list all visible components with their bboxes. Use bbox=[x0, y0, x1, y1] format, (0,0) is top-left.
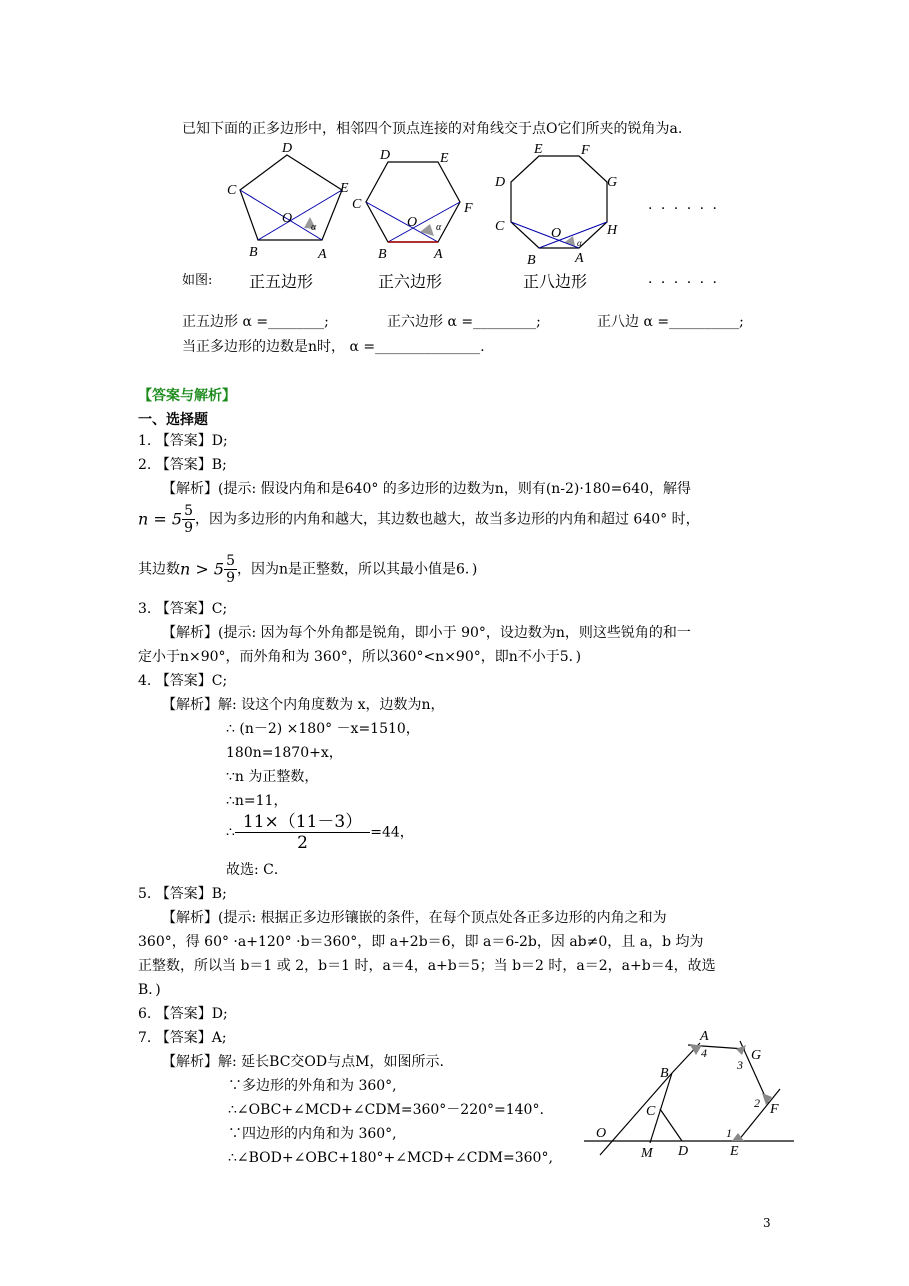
hexagon-label-B: B bbox=[378, 247, 387, 262]
frac-num-2: 5 bbox=[226, 553, 235, 569]
pentagon-label-B: B bbox=[249, 245, 258, 260]
blank-n-gon: 当正多边形的边数是n时， α =_______________. bbox=[182, 339, 485, 355]
q7-label-A: A bbox=[700, 1029, 709, 1044]
q2-explanation-2 bbox=[138, 503, 700, 536]
hexagon-label-C: C bbox=[352, 197, 362, 212]
q7-label-1: 1 bbox=[726, 1126, 732, 1140]
q7-answer: 7. 【答案】A; bbox=[138, 1030, 227, 1046]
q6-answer: 6. 【答案】D; bbox=[138, 1006, 228, 1022]
octagon-label-O: O bbox=[551, 226, 562, 241]
q2-explanation-1: 【解析】(提示: 假设内角和是640° 的多边形的边数为n，则有(n-2)·180=640，解得 bbox=[162, 481, 692, 497]
q2-fraction-1 bbox=[182, 503, 195, 536]
q4-line-5: ∴n=11， bbox=[226, 793, 288, 809]
hexagon-label-A: A bbox=[434, 247, 443, 262]
q7-label-D: D bbox=[678, 1144, 689, 1159]
q7-line-5: ∴∠BOD+∠OBC+180°+∠MCD+∠CDM=360°, bbox=[228, 1150, 553, 1166]
hexagon-label-O: O bbox=[407, 215, 418, 230]
q7-label-B: B bbox=[660, 1066, 669, 1081]
octagon-label-E: E bbox=[534, 142, 543, 157]
section-title: 一、选择题 bbox=[138, 412, 208, 428]
q7-label-G: G bbox=[751, 1048, 762, 1063]
q7-label-E: E bbox=[730, 1144, 739, 1159]
q7-figure bbox=[580, 1025, 800, 1165]
pentagon-label-A: A bbox=[318, 247, 327, 262]
q4-line-3: 180n=1870+x， bbox=[226, 745, 343, 761]
octagon-label-G: G bbox=[607, 175, 618, 190]
q5-answer: 5. 【答案】B; bbox=[138, 886, 227, 902]
q2-expl-3-text: ，因为n是正整数，所以其最小值是6．) bbox=[236, 561, 478, 578]
q7-line-3: ∴∠OBC+∠MCD+∠CDM=360°－220°=140°. bbox=[228, 1102, 544, 1118]
q4-result: =44， bbox=[370, 824, 414, 841]
pentagon-label-C: C bbox=[227, 183, 237, 198]
hexagon-label-E: E bbox=[440, 151, 449, 166]
pentagon-caption: 正五边形 bbox=[249, 272, 314, 291]
ellipsis-bottom: · · · · · · bbox=[648, 275, 719, 291]
octagon-alpha: α bbox=[577, 238, 582, 248]
q7-label-2: 2 bbox=[754, 1096, 760, 1110]
caption-prefix: 如图: bbox=[182, 273, 213, 288]
q7-label-C: C bbox=[646, 1104, 656, 1119]
q7-label-O: O bbox=[596, 1126, 607, 1141]
frac-den: 9 bbox=[184, 520, 193, 536]
q4-fraction bbox=[235, 812, 370, 853]
hexagon-label-F: F bbox=[464, 201, 473, 216]
q3-explanation-2: 定小于n×90°，而外角和为 360°，所以360°<n×90°，即n不小于5．) bbox=[138, 649, 582, 665]
octagon-label-B: B bbox=[527, 253, 536, 268]
octagon-figure bbox=[494, 142, 618, 268]
q5-explanation-3: 正整数，所以当 b＝1 或 2，b＝1 时，a＝4，a+b＝5；当 b＝2 时，a＝2，a+b＝4，故选 bbox=[138, 958, 716, 974]
q7-label-M: M bbox=[641, 1146, 653, 1161]
q2-answer: 2. 【答案】B; bbox=[138, 457, 227, 473]
q5-explanation-2: 360°，得 60° ·a+120° ·b＝360°，即 a+2b＝6，即 a＝6-2b，因 ab≠0，且 a，b 均为 bbox=[138, 934, 704, 950]
q4-frac-den: 2 bbox=[297, 833, 308, 853]
q2-expl-3-prefix: 其边数 bbox=[138, 561, 180, 578]
octagon-label-H: H bbox=[607, 223, 618, 238]
ellipsis-top: · · · · · · bbox=[648, 201, 719, 217]
octagon-label-A: A bbox=[575, 251, 584, 266]
pentagon-figure bbox=[227, 141, 349, 262]
octagon-label-F: F bbox=[581, 143, 590, 158]
hexagon-figure bbox=[352, 148, 473, 262]
pentagon-label-E: E bbox=[340, 181, 349, 196]
q7-explanation-1: 【解析】解: 延长BC交OD与点M，如图所示. bbox=[162, 1054, 444, 1070]
q4-answer: 4. 【答案】C; bbox=[138, 673, 228, 689]
pentagon-alpha: α bbox=[311, 222, 317, 233]
q4-line-4: ∵n 为正整数， bbox=[226, 769, 319, 785]
blank-pentagon: 正五边形 α =________; bbox=[182, 314, 329, 330]
q4-therefore: ∴ bbox=[226, 824, 235, 841]
q5-explanation-1: 【解析】(提示: 根据正多边形镶嵌的条件，在每个顶点处各正多边形的内角之和为 bbox=[162, 910, 667, 926]
q5-explanation-4: B．) bbox=[138, 982, 161, 998]
q4-line-6 bbox=[226, 812, 414, 853]
octagon-caption: 正八边形 bbox=[523, 272, 588, 291]
q4-frac-num: 11×（11－3） bbox=[235, 812, 370, 833]
octagon-label-C: C bbox=[495, 219, 505, 234]
q3-answer: 3. 【答案】C; bbox=[138, 601, 228, 617]
q4-explanation-1: 【解析】解: 设这个内角度数为 x，边数为n， bbox=[162, 697, 445, 713]
q7-line-4: ∵四边形的内角和为 360°, bbox=[228, 1126, 397, 1142]
q2-n-gt: n > 5 bbox=[180, 559, 225, 579]
pentagon-label-D: D bbox=[282, 141, 293, 156]
page-number: 3 bbox=[763, 1216, 771, 1230]
q2-fraction-2 bbox=[224, 553, 237, 586]
q4-line-2: ∴ (n－2) ×180° －x=1510， bbox=[226, 721, 420, 737]
hexagon-label-D: D bbox=[380, 148, 391, 163]
q1-answer: 1. 【答案】D; bbox=[138, 433, 228, 449]
q7-label-3: 3 bbox=[737, 1058, 743, 1072]
frac-den-2: 9 bbox=[226, 570, 235, 586]
octagon-label-D: D bbox=[495, 175, 506, 190]
q3-explanation-1: 【解析】(提示: 因为每个外角都是锐角，即小于 90°，设边数为n，则这些锐角的和一 bbox=[162, 625, 691, 641]
intro-text: 已知下面的正多边形中，相邻四个顶点连接的对角线交于点O它们所夹的锐角为a. bbox=[182, 121, 683, 137]
answers-title: 【答案与解析】 bbox=[138, 388, 236, 404]
blank-hexagon: 正六边形 α =_________; bbox=[387, 314, 541, 330]
q2-explanation-3 bbox=[138, 553, 477, 586]
blank-octagon: 正八边 α =__________; bbox=[597, 314, 744, 330]
q2-n-eq: n = 5 bbox=[138, 509, 183, 529]
q2-expl-2-text: ，因为多边形的内角和越大，其边数也越大，故当多边形的内角和超过 640° 时， bbox=[194, 511, 700, 528]
hexagon-alpha: α bbox=[436, 222, 442, 233]
pentagon-label-O: O bbox=[282, 211, 293, 226]
q7-line-2: ∵多边形的外角和为 360°, bbox=[228, 1078, 397, 1094]
q7-label-F: F bbox=[770, 1102, 779, 1117]
q7-label-4: 4 bbox=[701, 1046, 707, 1060]
frac-num: 5 bbox=[184, 503, 193, 519]
hexagon-caption: 正六边形 bbox=[378, 272, 443, 291]
q4-line-7: 故选: C． bbox=[226, 862, 288, 878]
